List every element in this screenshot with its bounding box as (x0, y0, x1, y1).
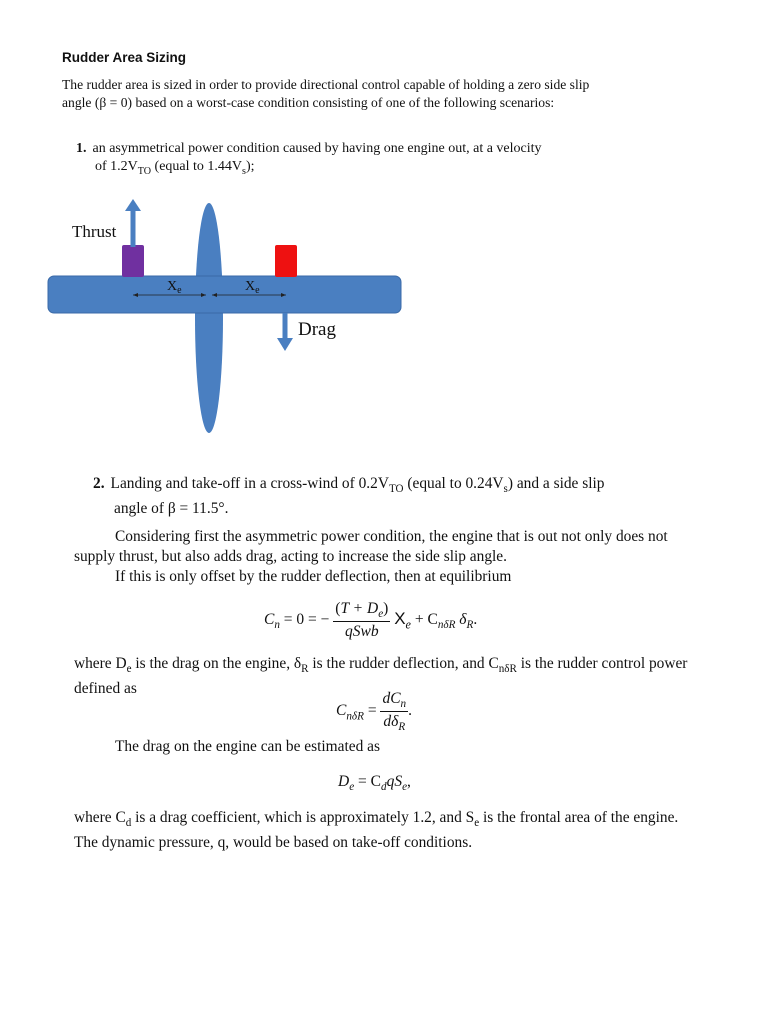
list-item-1 (76, 140, 636, 181)
list-number: 2. (93, 475, 105, 492)
drag-arrow-head (277, 338, 293, 351)
equation-fraction: $dC_n$ $d\delta_R$ (382, 690, 407, 734)
body-paragraph-4: The drag on the engine can be estimated as (115, 738, 380, 755)
body-paragraph-1: Considering first the asymmetric power condition, the engine that is out not only does not supply thrust, but also adds drag, acting to increase the side slip angle. (74, 528, 668, 565)
fuselage-shape (48, 276, 401, 313)
list-text-line2: angle of β = 11.5°. (114, 500, 229, 518)
engine-out-shape (122, 245, 144, 277)
list-number: 1. (76, 141, 87, 156)
engine-out-diagram (40, 195, 420, 435)
body-paragraph-3: where $D_e$ is the drag on the engine, $\delta_R$ is the rudder deflection, and $C_{n\delta R}$ is the rudder control power defined as (74, 655, 688, 698)
thrust-label: Thrust (72, 222, 117, 241)
drag-label: Drag (298, 319, 336, 340)
xe-right-label: $X_e$ (245, 279, 260, 296)
equation-engine-drag: $D_e = C_dqS_e$, (338, 773, 411, 794)
thrust-arrow-head (125, 199, 141, 211)
equation-control-power: $C_{n\delta R}$ = $dC_n$ $d\delta_R$ . (336, 690, 412, 734)
list-text: an asymmetrical power condition caused by having one engine out, at a velocity (92, 141, 542, 156)
section-heading: Rudder Area Sizing (62, 50, 187, 65)
equation-moment-balance: $C_n = 0$ = − $(T + D_e)$ qSwb $X_e + C_{n\delta R}$ $\delta_R$. (264, 600, 478, 641)
xe-left-label: $X_e$ (167, 279, 182, 296)
list-text-line2: of $1.2V_{TO}$ (equal to $1.44V_s$); (95, 159, 255, 177)
equation-fraction: $(T + D_e)$ qSwb (335, 600, 389, 641)
engine-running-shape (275, 245, 297, 277)
list-item-2: 2. Landing and take-off in a cross-wind of $0.2V_{TO}$ (equal to $0.24V_s$) and a side slip angle of β = 11.5°. (93, 474, 713, 519)
intro-paragraph: The rudder area is sized in order to provide directional control capable of holding a zero side slip angle (β = 0) based on a worst-case condition consisting of one of the following scenarios: (62, 77, 590, 110)
body-paragraph-2: If this is only offset by the rudder deflection, then at equilibrium (115, 568, 512, 585)
body-paragraph-5: where $C_d$ is a drag coefficient, which is approximately 1.2, and $S_e$ is the frontal area of the engine. The dynamic pressure, q, would be based on take-off conditions. (74, 809, 679, 852)
wing-shape (195, 203, 223, 433)
